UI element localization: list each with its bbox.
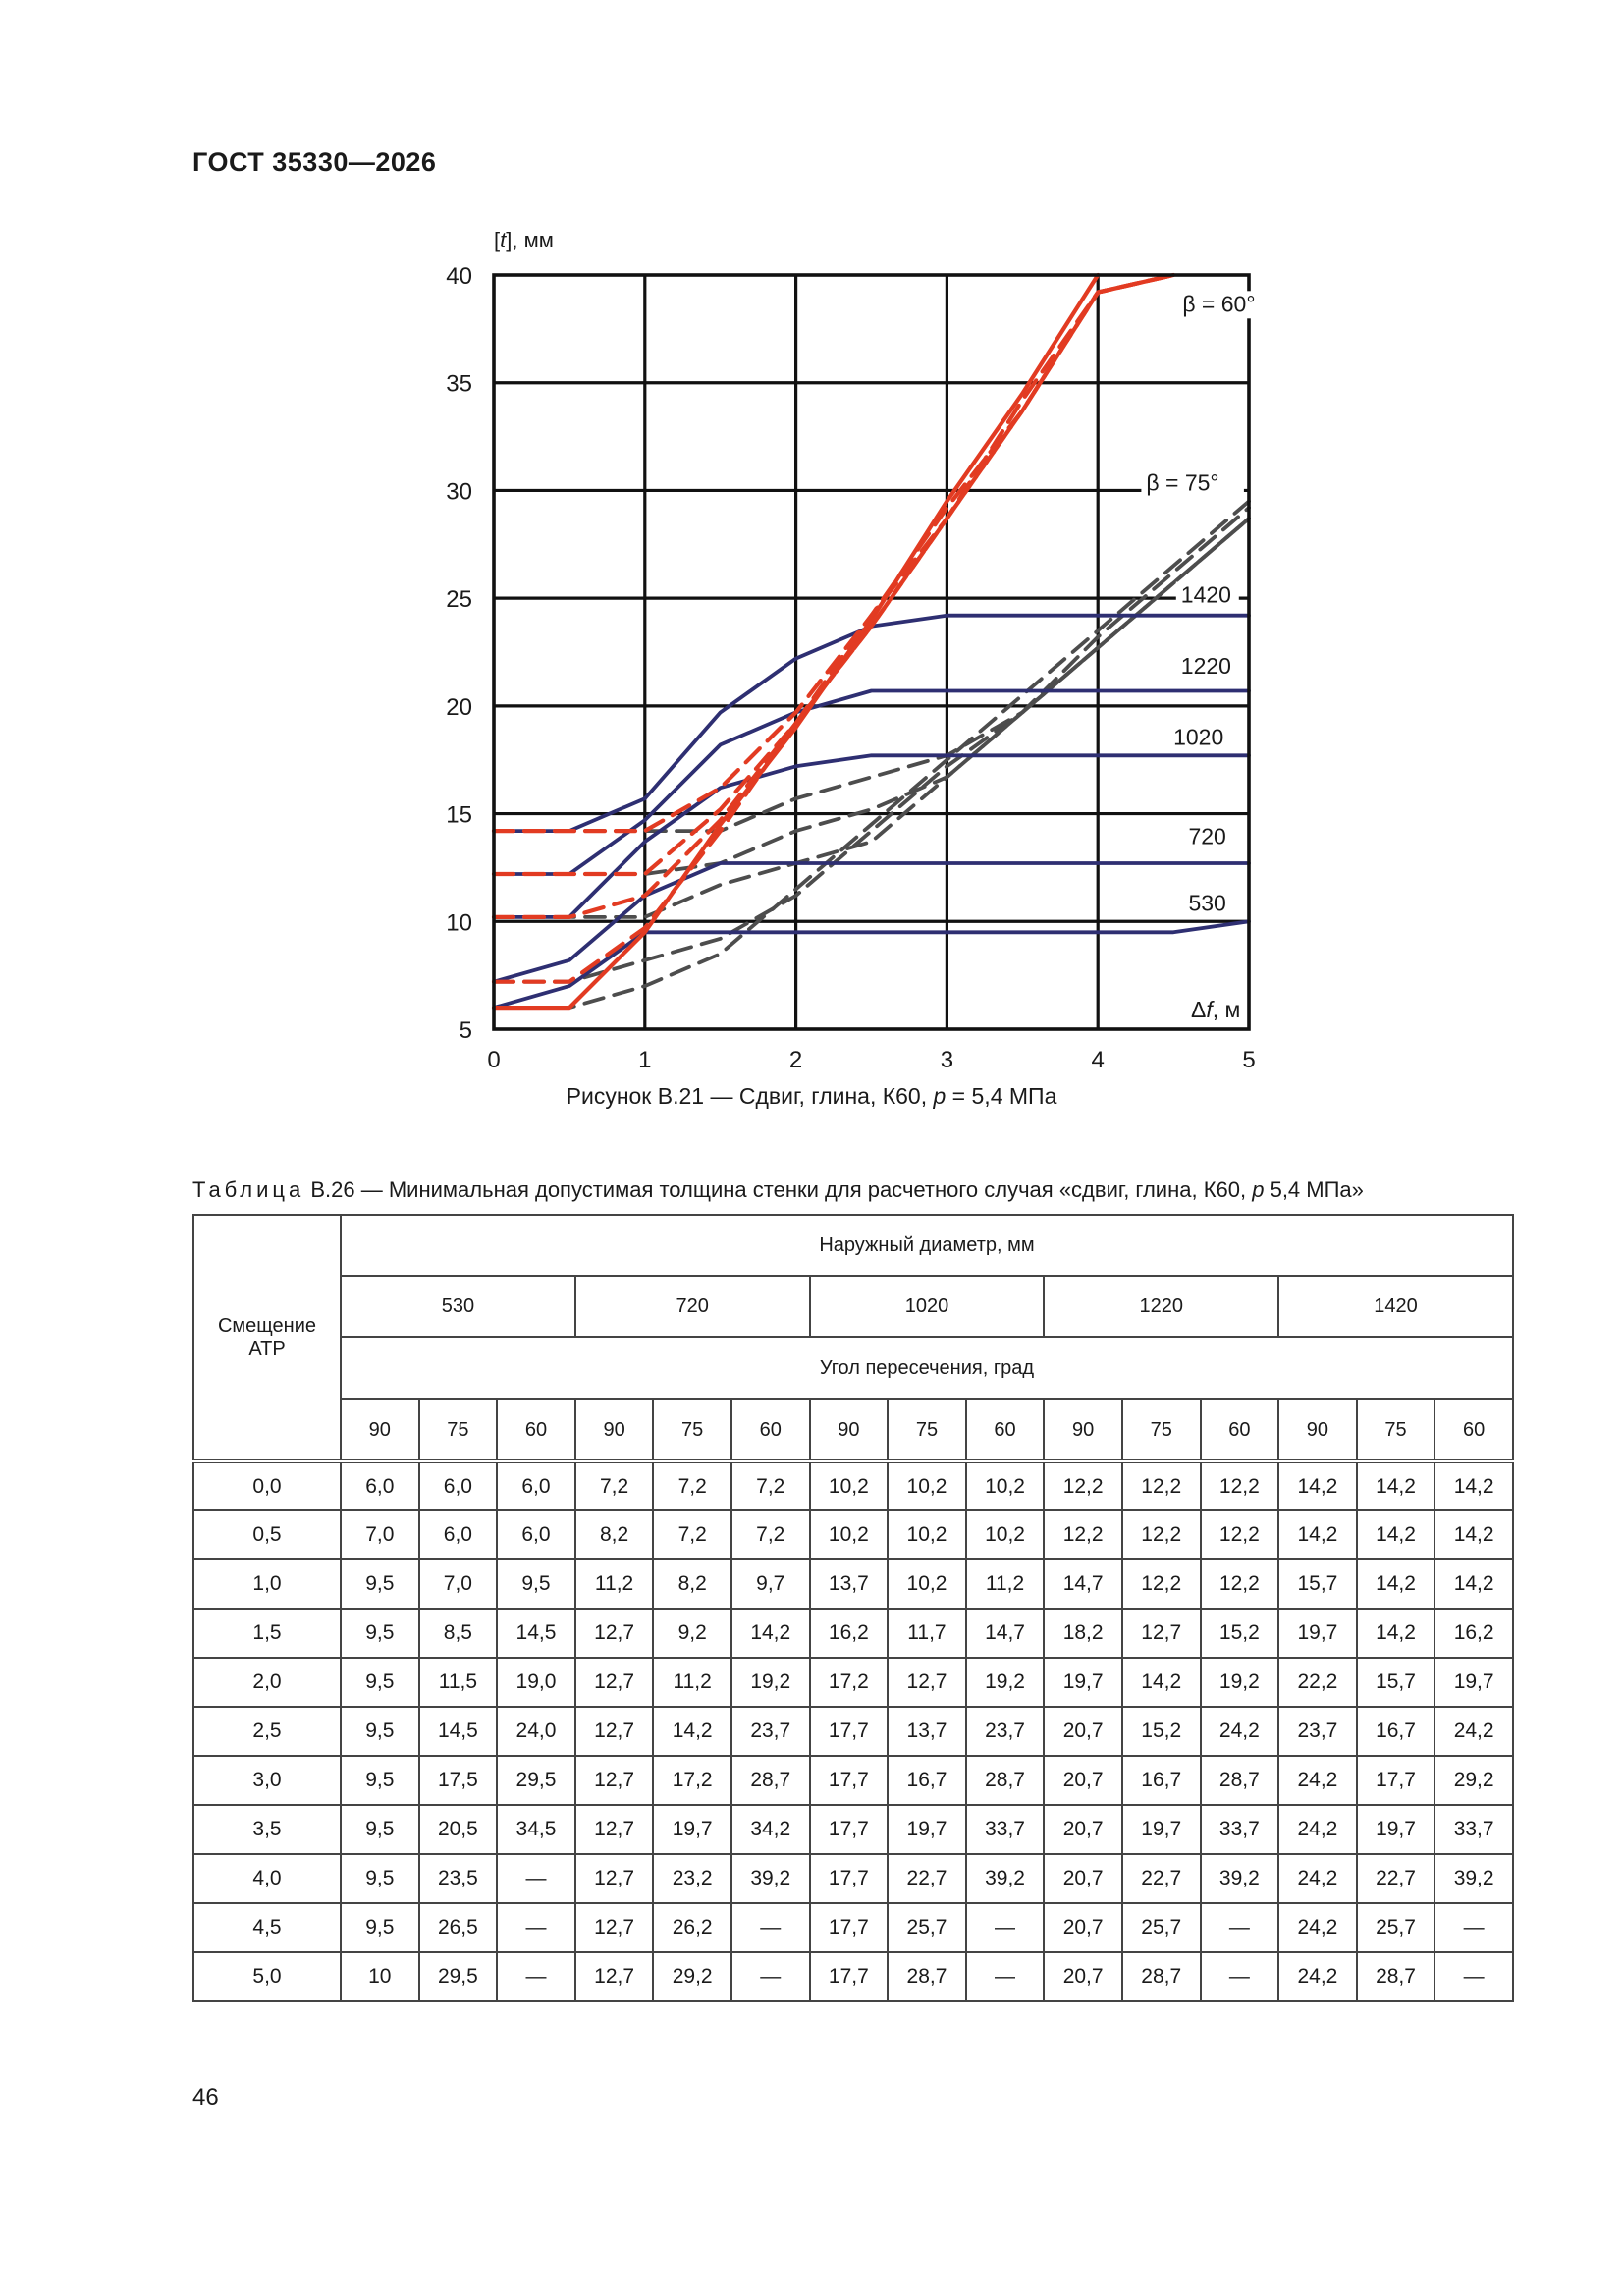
y-tick-label: 30	[446, 478, 472, 506]
thickness-cell: 12,2	[1122, 1559, 1201, 1609]
thickness-cell: 15,7	[1278, 1559, 1357, 1609]
thickness-cell: —	[731, 1952, 810, 2001]
thickness-cell: 24,2	[1278, 1903, 1357, 1952]
thickness-table	[192, 1214, 1514, 2002]
thickness-cell: —	[1201, 1952, 1279, 2001]
thickness-cell: 12,7	[888, 1658, 966, 1707]
document-header-title: ГОСТ 35330—2026	[192, 147, 437, 177]
series-line-beta75-d1420	[494, 519, 1249, 831]
thickness-cell: 17,7	[810, 1903, 889, 1952]
thickness-cell: 8,5	[419, 1609, 498, 1658]
angle-60: 60	[966, 1399, 1045, 1461]
corner-header	[193, 1215, 341, 1461]
thickness-cell: 8,2	[653, 1559, 731, 1609]
thickness-cell: 39,2	[1201, 1854, 1279, 1903]
offset-cell: 1,0	[193, 1559, 341, 1609]
chart-annotations	[1141, 291, 1279, 917]
x-tick-label: 1	[638, 1047, 652, 1073]
thickness-cell: 11,2	[575, 1559, 654, 1609]
angle-60: 60	[497, 1399, 575, 1461]
table-row	[193, 1854, 1513, 1903]
thickness-cell: 16,7	[1122, 1756, 1201, 1805]
thickness-cell: 33,7	[1201, 1805, 1279, 1854]
x-axis-label	[1191, 997, 1240, 1022]
thickness-cell: 12,7	[575, 1903, 654, 1952]
table-body	[193, 1461, 1513, 2001]
thickness-cell: 9,5	[341, 1609, 419, 1658]
series-line-beta90-d1220	[494, 691, 1249, 875]
angle-75: 75	[888, 1399, 966, 1461]
thickness-cell: 16,7	[888, 1756, 966, 1805]
thickness-cell: 7,2	[653, 1510, 731, 1559]
thickness-cell: 17,5	[419, 1756, 498, 1805]
thickness-cell: 14,2	[1434, 1461, 1513, 1510]
thickness-cell: 7,0	[419, 1559, 498, 1609]
thickness-cell: 17,2	[810, 1658, 889, 1707]
thickness-cell: 17,7	[810, 1805, 889, 1854]
angle-90: 90	[810, 1399, 889, 1461]
thickness-cell: —	[497, 1952, 575, 2001]
thickness-cell: 10,2	[966, 1461, 1045, 1510]
thickness-cell: 7,0	[341, 1510, 419, 1559]
thickness-cell: 12,2	[1044, 1510, 1122, 1559]
thickness-cell: 22,7	[1357, 1854, 1435, 1903]
thickness-cell: 12,2	[1122, 1510, 1201, 1559]
table-head-row-diameter	[193, 1215, 1513, 1276]
thickness-cell: 16,2	[810, 1609, 889, 1658]
thickness-cell: 25,7	[1122, 1903, 1201, 1952]
offset-cell: 4,0	[193, 1854, 341, 1903]
thickness-cell: 9,5	[497, 1559, 575, 1609]
page-number: 46	[192, 2084, 219, 2110]
thickness-cell: 19,7	[1044, 1658, 1122, 1707]
thickness-cell: 9,5	[341, 1854, 419, 1903]
thickness-cell: 15,7	[1357, 1658, 1435, 1707]
diameter-1420: 1420	[1278, 1276, 1513, 1337]
thickness-cell: 28,7	[731, 1756, 810, 1805]
thickness-cell: 11,7	[888, 1609, 966, 1658]
thickness-cell: 10,2	[810, 1510, 889, 1559]
offset-cell: 5,0	[193, 1952, 341, 2001]
offset-cell: 2,0	[193, 1658, 341, 1707]
thickness-cell: 12,2	[1044, 1461, 1122, 1510]
y-tick-label: 10	[446, 909, 472, 937]
thickness-cell: 14,2	[1434, 1559, 1513, 1609]
table-head	[193, 1215, 1513, 1461]
thickness-cell: —	[1434, 1952, 1513, 2001]
series-line-beta60-d1420	[494, 275, 1173, 831]
chart-frame	[494, 275, 1249, 1029]
table-caption-var: р	[1252, 1177, 1265, 1202]
thickness-cell: 9,5	[341, 1559, 419, 1609]
thickness-cell: 9,5	[341, 1756, 419, 1805]
series-line-beta75-d720	[494, 508, 1249, 982]
thickness-cell: 24,2	[1278, 1756, 1357, 1805]
thickness-cell: 24,2	[1278, 1952, 1357, 2001]
thickness-cell: 29,2	[1434, 1756, 1513, 1805]
thickness-cell: 28,7	[1357, 1952, 1435, 2001]
angle-header: Угол пересечения, град	[341, 1337, 1513, 1399]
angle-60: 60	[1201, 1399, 1279, 1461]
angle-75: 75	[1122, 1399, 1201, 1461]
chart-grid	[494, 275, 1249, 1029]
corner-header-line2: АТР	[248, 1339, 286, 1360]
table-head-row-angles	[193, 1399, 1513, 1461]
thickness-cell: 28,7	[1122, 1952, 1201, 2001]
thickness-cell: 13,7	[888, 1707, 966, 1756]
thickness-cell: 29,5	[419, 1952, 498, 2001]
series-line-beta90-d1020	[494, 755, 1249, 917]
thickness-cell: 20,7	[1044, 1952, 1122, 2001]
diameter-1020: 1020	[810, 1276, 1045, 1337]
y-axis-label	[494, 228, 554, 252]
thickness-cell: 12,7	[575, 1609, 654, 1658]
thickness-cell: 20,7	[1044, 1707, 1122, 1756]
thickness-cell: 28,7	[1201, 1756, 1279, 1805]
x-tick-label: 3	[940, 1047, 954, 1073]
thickness-cell: 10,2	[888, 1510, 966, 1559]
thickness-cell: —	[966, 1903, 1045, 1952]
thickness-cell: 19,0	[497, 1658, 575, 1707]
thickness-cell: 17,7	[810, 1854, 889, 1903]
thickness-cell: 17,7	[1357, 1756, 1435, 1805]
thickness-cell: 12,7	[575, 1952, 654, 2001]
thickness-cell: 24,2	[1278, 1854, 1357, 1903]
thickness-cell: 14,7	[966, 1609, 1045, 1658]
table-row	[193, 1658, 1513, 1707]
figure-caption-prefix: Рисунок В.21 — Сдвиг, глина, К60,	[566, 1083, 934, 1109]
y-axis-label-prefix: [	[494, 228, 501, 252]
thickness-cell: 23,2	[653, 1854, 731, 1903]
x-tick-label: 4	[1091, 1047, 1105, 1073]
y-axis-label-var: t	[500, 228, 507, 252]
table-head-row-angle	[193, 1337, 1513, 1399]
thickness-cell: 23,5	[419, 1854, 498, 1903]
thickness-cell: 29,5	[497, 1756, 575, 1805]
angle-60: 60	[731, 1399, 810, 1461]
thickness-cell: 10,2	[810, 1461, 889, 1510]
plot-frame	[494, 275, 1249, 1029]
x-tick-label: 5	[1242, 1047, 1256, 1073]
y-tick-label: 20	[446, 693, 472, 721]
thickness-cell: 19,7	[1278, 1609, 1357, 1658]
thickness-cell: —	[497, 1903, 575, 1952]
thickness-cell: 9,5	[341, 1903, 419, 1952]
thickness-cell: 14,2	[1278, 1510, 1357, 1559]
thickness-cell: 28,7	[888, 1952, 966, 2001]
thickness-cell: 26,2	[653, 1903, 731, 1952]
table-row	[193, 1559, 1513, 1609]
thickness-cell: 23,7	[731, 1707, 810, 1756]
thickness-cell: 14,2	[1357, 1461, 1435, 1510]
thickness-cell: —	[497, 1854, 575, 1903]
diameter-1220: 1220	[1044, 1276, 1278, 1337]
series-line-beta90-d530	[494, 921, 1249, 1008]
table-row	[193, 1461, 1513, 1510]
thickness-cell: 20,7	[1044, 1854, 1122, 1903]
curve-annotation: β = 75°	[1146, 469, 1219, 496]
thickness-cell: —	[966, 1952, 1045, 2001]
table-row	[193, 1707, 1513, 1756]
thickness-cell: 14,5	[497, 1609, 575, 1658]
thickness-cell: —	[1434, 1903, 1513, 1952]
thickness-cell: 12,7	[575, 1756, 654, 1805]
thickness-cell: 22,7	[888, 1854, 966, 1903]
thickness-cell: 14,2	[1278, 1461, 1357, 1510]
angle-90: 90	[1044, 1399, 1122, 1461]
thickness-cell: 10,2	[888, 1461, 966, 1510]
y-tick-label: 15	[446, 801, 472, 829]
thickness-cell: 9,5	[341, 1707, 419, 1756]
thickness-cell: 20,7	[1044, 1756, 1122, 1805]
thickness-cell: 14,2	[1357, 1609, 1435, 1658]
thickness-cell: 6,0	[497, 1461, 575, 1510]
thickness-cell: 19,2	[1201, 1658, 1279, 1707]
thickness-cell: 12,7	[575, 1707, 654, 1756]
x-axis-label-var: f	[1206, 997, 1213, 1022]
thickness-cell: 16,2	[1434, 1609, 1513, 1658]
curve-annotation: β = 60°	[1182, 291, 1256, 317]
series-line-beta75-d1220	[494, 519, 1249, 874]
y-tick-label: 40	[446, 263, 472, 290]
y-tick-label: 5	[459, 1017, 472, 1044]
figure-caption	[0, 1083, 1623, 1110]
table-row	[193, 1609, 1513, 1658]
thickness-cell: 25,7	[1357, 1903, 1435, 1952]
thickness-cell: 34,5	[497, 1805, 575, 1854]
thickness-cell: 22,7	[1122, 1854, 1201, 1903]
curve-annotation: 1220	[1180, 652, 1231, 679]
angle-75: 75	[1357, 1399, 1435, 1461]
thickness-cell: 19,7	[1122, 1805, 1201, 1854]
thickness-cell: 20,5	[419, 1805, 498, 1854]
thickness-cell: 24,2	[1278, 1805, 1357, 1854]
thickness-cell: 20,7	[1044, 1805, 1122, 1854]
x-axis-label-prefix: Δ	[1191, 997, 1207, 1022]
thickness-cell: 7,2	[731, 1510, 810, 1559]
angle-90: 90	[341, 1399, 419, 1461]
table-row	[193, 1952, 1513, 2001]
table-caption	[192, 1177, 1528, 1203]
thickness-cell: 15,2	[1201, 1609, 1279, 1658]
thickness-cell: 8,2	[575, 1510, 654, 1559]
thickness-cell: 12,7	[1122, 1609, 1201, 1658]
x-tick-label: 2	[788, 1047, 803, 1073]
curve-annotation: 720	[1188, 823, 1226, 849]
thickness-cell: 16,7	[1357, 1707, 1435, 1756]
thickness-cell: 10,2	[888, 1559, 966, 1609]
x-axis-label-suffix: , м	[1212, 997, 1241, 1022]
thickness-cell: 12,2	[1201, 1510, 1279, 1559]
thickness-cell: 25,7	[888, 1903, 966, 1952]
thickness-cell: 9,5	[341, 1805, 419, 1854]
thickness-cell: 14,2	[731, 1609, 810, 1658]
table-caption-label: Таблица	[192, 1177, 305, 1202]
diameter-530: 530	[341, 1276, 575, 1337]
thickness-cell: 19,7	[888, 1805, 966, 1854]
thickness-cell: 19,2	[966, 1658, 1045, 1707]
thickness-cell: 9,2	[653, 1609, 731, 1658]
thickness-cell: —	[1201, 1903, 1279, 1952]
thickness-cell: 10	[341, 1952, 419, 2001]
thickness-cell: 12,2	[1122, 1461, 1201, 1510]
thickness-cell: 6,0	[497, 1510, 575, 1559]
thickness-cell: 39,2	[731, 1854, 810, 1903]
thickness-cell: 12,2	[1201, 1461, 1279, 1510]
curve-annotation: 530	[1188, 890, 1226, 916]
offset-cell: 0,0	[193, 1461, 341, 1510]
thickness-cell: 14,2	[1434, 1510, 1513, 1559]
table-caption-prefix: В.26 — Минимальная допустимая толщина стенки для расчетного случая «сдвиг, глина, К60,	[304, 1177, 1253, 1202]
table-caption-suffix: 5,4 МПа»	[1264, 1177, 1364, 1202]
thickness-cell: 24,2	[1434, 1707, 1513, 1756]
thickness-cell: 10,2	[966, 1510, 1045, 1559]
offset-cell: 4,5	[193, 1903, 341, 1952]
corner-header-line1: Смещение	[217, 1315, 316, 1337]
thickness-cell: 11,5	[419, 1658, 498, 1707]
y-tick-label: 25	[446, 586, 472, 614]
thickness-cell: 6,0	[419, 1461, 498, 1510]
thickness-cell: 39,2	[966, 1854, 1045, 1903]
thickness-cell: 17,7	[810, 1756, 889, 1805]
thickness-cell: 24,2	[1201, 1707, 1279, 1756]
thickness-cell: 19,7	[653, 1805, 731, 1854]
thickness-cell: 14,5	[419, 1707, 498, 1756]
chart-area	[0, 0, 1623, 1139]
thickness-cell: 19,7	[1434, 1658, 1513, 1707]
y-axis-label-suffix: ], мм	[506, 228, 554, 252]
chart-ticks	[446, 263, 1255, 1073]
table-row	[193, 1510, 1513, 1559]
thickness-cell: 28,7	[966, 1756, 1045, 1805]
figure-caption-suffix: = 5,4 МПа	[946, 1083, 1057, 1109]
angle-90: 90	[575, 1399, 654, 1461]
thickness-cell: 14,2	[653, 1707, 731, 1756]
angle-75: 75	[653, 1399, 731, 1461]
thickness-cell: 22,2	[1278, 1658, 1357, 1707]
thickness-cell: 12,7	[575, 1805, 654, 1854]
offset-cell: 2,5	[193, 1707, 341, 1756]
thickness-cell: 15,2	[1122, 1707, 1201, 1756]
table-row	[193, 1805, 1513, 1854]
thickness-cell: 26,5	[419, 1903, 498, 1952]
thickness-cell: 11,2	[653, 1658, 731, 1707]
thickness-cell: 12,7	[575, 1658, 654, 1707]
angle-90: 90	[1278, 1399, 1357, 1461]
thickness-cell: 34,2	[731, 1805, 810, 1854]
thickness-cell: 9,7	[731, 1559, 810, 1609]
thickness-cell: 7,2	[575, 1461, 654, 1510]
thickness-cell: 18,2	[1044, 1609, 1122, 1658]
thickness-cell: 24,0	[497, 1707, 575, 1756]
thickness-cell: 9,5	[341, 1658, 419, 1707]
thickness-cell: —	[731, 1903, 810, 1952]
thickness-cell: 14,2	[1122, 1658, 1201, 1707]
thickness-cell: 14,2	[1357, 1559, 1435, 1609]
curve-annotation: 1420	[1180, 581, 1231, 608]
table-head-row-diameters	[193, 1276, 1513, 1337]
table-row	[193, 1903, 1513, 1952]
series-line-beta75-d1020	[494, 519, 1249, 917]
thickness-cell: 6,0	[341, 1461, 419, 1510]
table-row	[193, 1756, 1513, 1805]
thickness-cell: 12,7	[575, 1854, 654, 1903]
x-tick-label: 0	[487, 1047, 501, 1073]
thickness-cell: 20,7	[1044, 1903, 1122, 1952]
chart-series	[494, 275, 1249, 1008]
diameter-720: 720	[575, 1276, 810, 1337]
thickness-cell: 19,2	[731, 1658, 810, 1707]
thickness-cell: 6,0	[419, 1510, 498, 1559]
thickness-cell: 29,2	[653, 1952, 731, 2001]
offset-cell: 3,0	[193, 1756, 341, 1805]
thickness-cell: 33,7	[966, 1805, 1045, 1854]
offset-cell: 3,5	[193, 1805, 341, 1854]
figure-caption-var: р	[933, 1083, 947, 1109]
thickness-cell: 23,7	[1278, 1707, 1357, 1756]
thickness-cell: 17,2	[653, 1756, 731, 1805]
thickness-cell: 7,2	[731, 1461, 810, 1510]
angle-75: 75	[419, 1399, 498, 1461]
thickness-cell: 19,7	[1357, 1805, 1435, 1854]
curve-annotation: 1020	[1173, 724, 1224, 750]
thickness-cell: 7,2	[653, 1461, 731, 1510]
offset-cell: 0,5	[193, 1510, 341, 1559]
thickness-cell: 33,7	[1434, 1805, 1513, 1854]
angle-60: 60	[1434, 1399, 1513, 1461]
chart-svg	[0, 0, 1623, 1139]
thickness-cell: 13,7	[810, 1559, 889, 1609]
y-tick-label: 35	[446, 370, 472, 398]
thickness-cell: 11,2	[966, 1559, 1045, 1609]
thickness-cell: 12,2	[1201, 1559, 1279, 1609]
thickness-cell: 23,7	[966, 1707, 1045, 1756]
thickness-cell: 17,7	[810, 1952, 889, 2001]
thickness-cell: 14,7	[1044, 1559, 1122, 1609]
thickness-cell: 39,2	[1434, 1854, 1513, 1903]
thickness-cell: 14,2	[1357, 1510, 1435, 1559]
thickness-cell: 17,7	[810, 1707, 889, 1756]
series-line-beta60-d1220	[494, 275, 1173, 874]
offset-cell: 1,5	[193, 1609, 341, 1658]
series-line-beta90-d1420	[494, 616, 1249, 831]
diameter-header: Наружный диаметр, мм	[341, 1215, 1513, 1276]
